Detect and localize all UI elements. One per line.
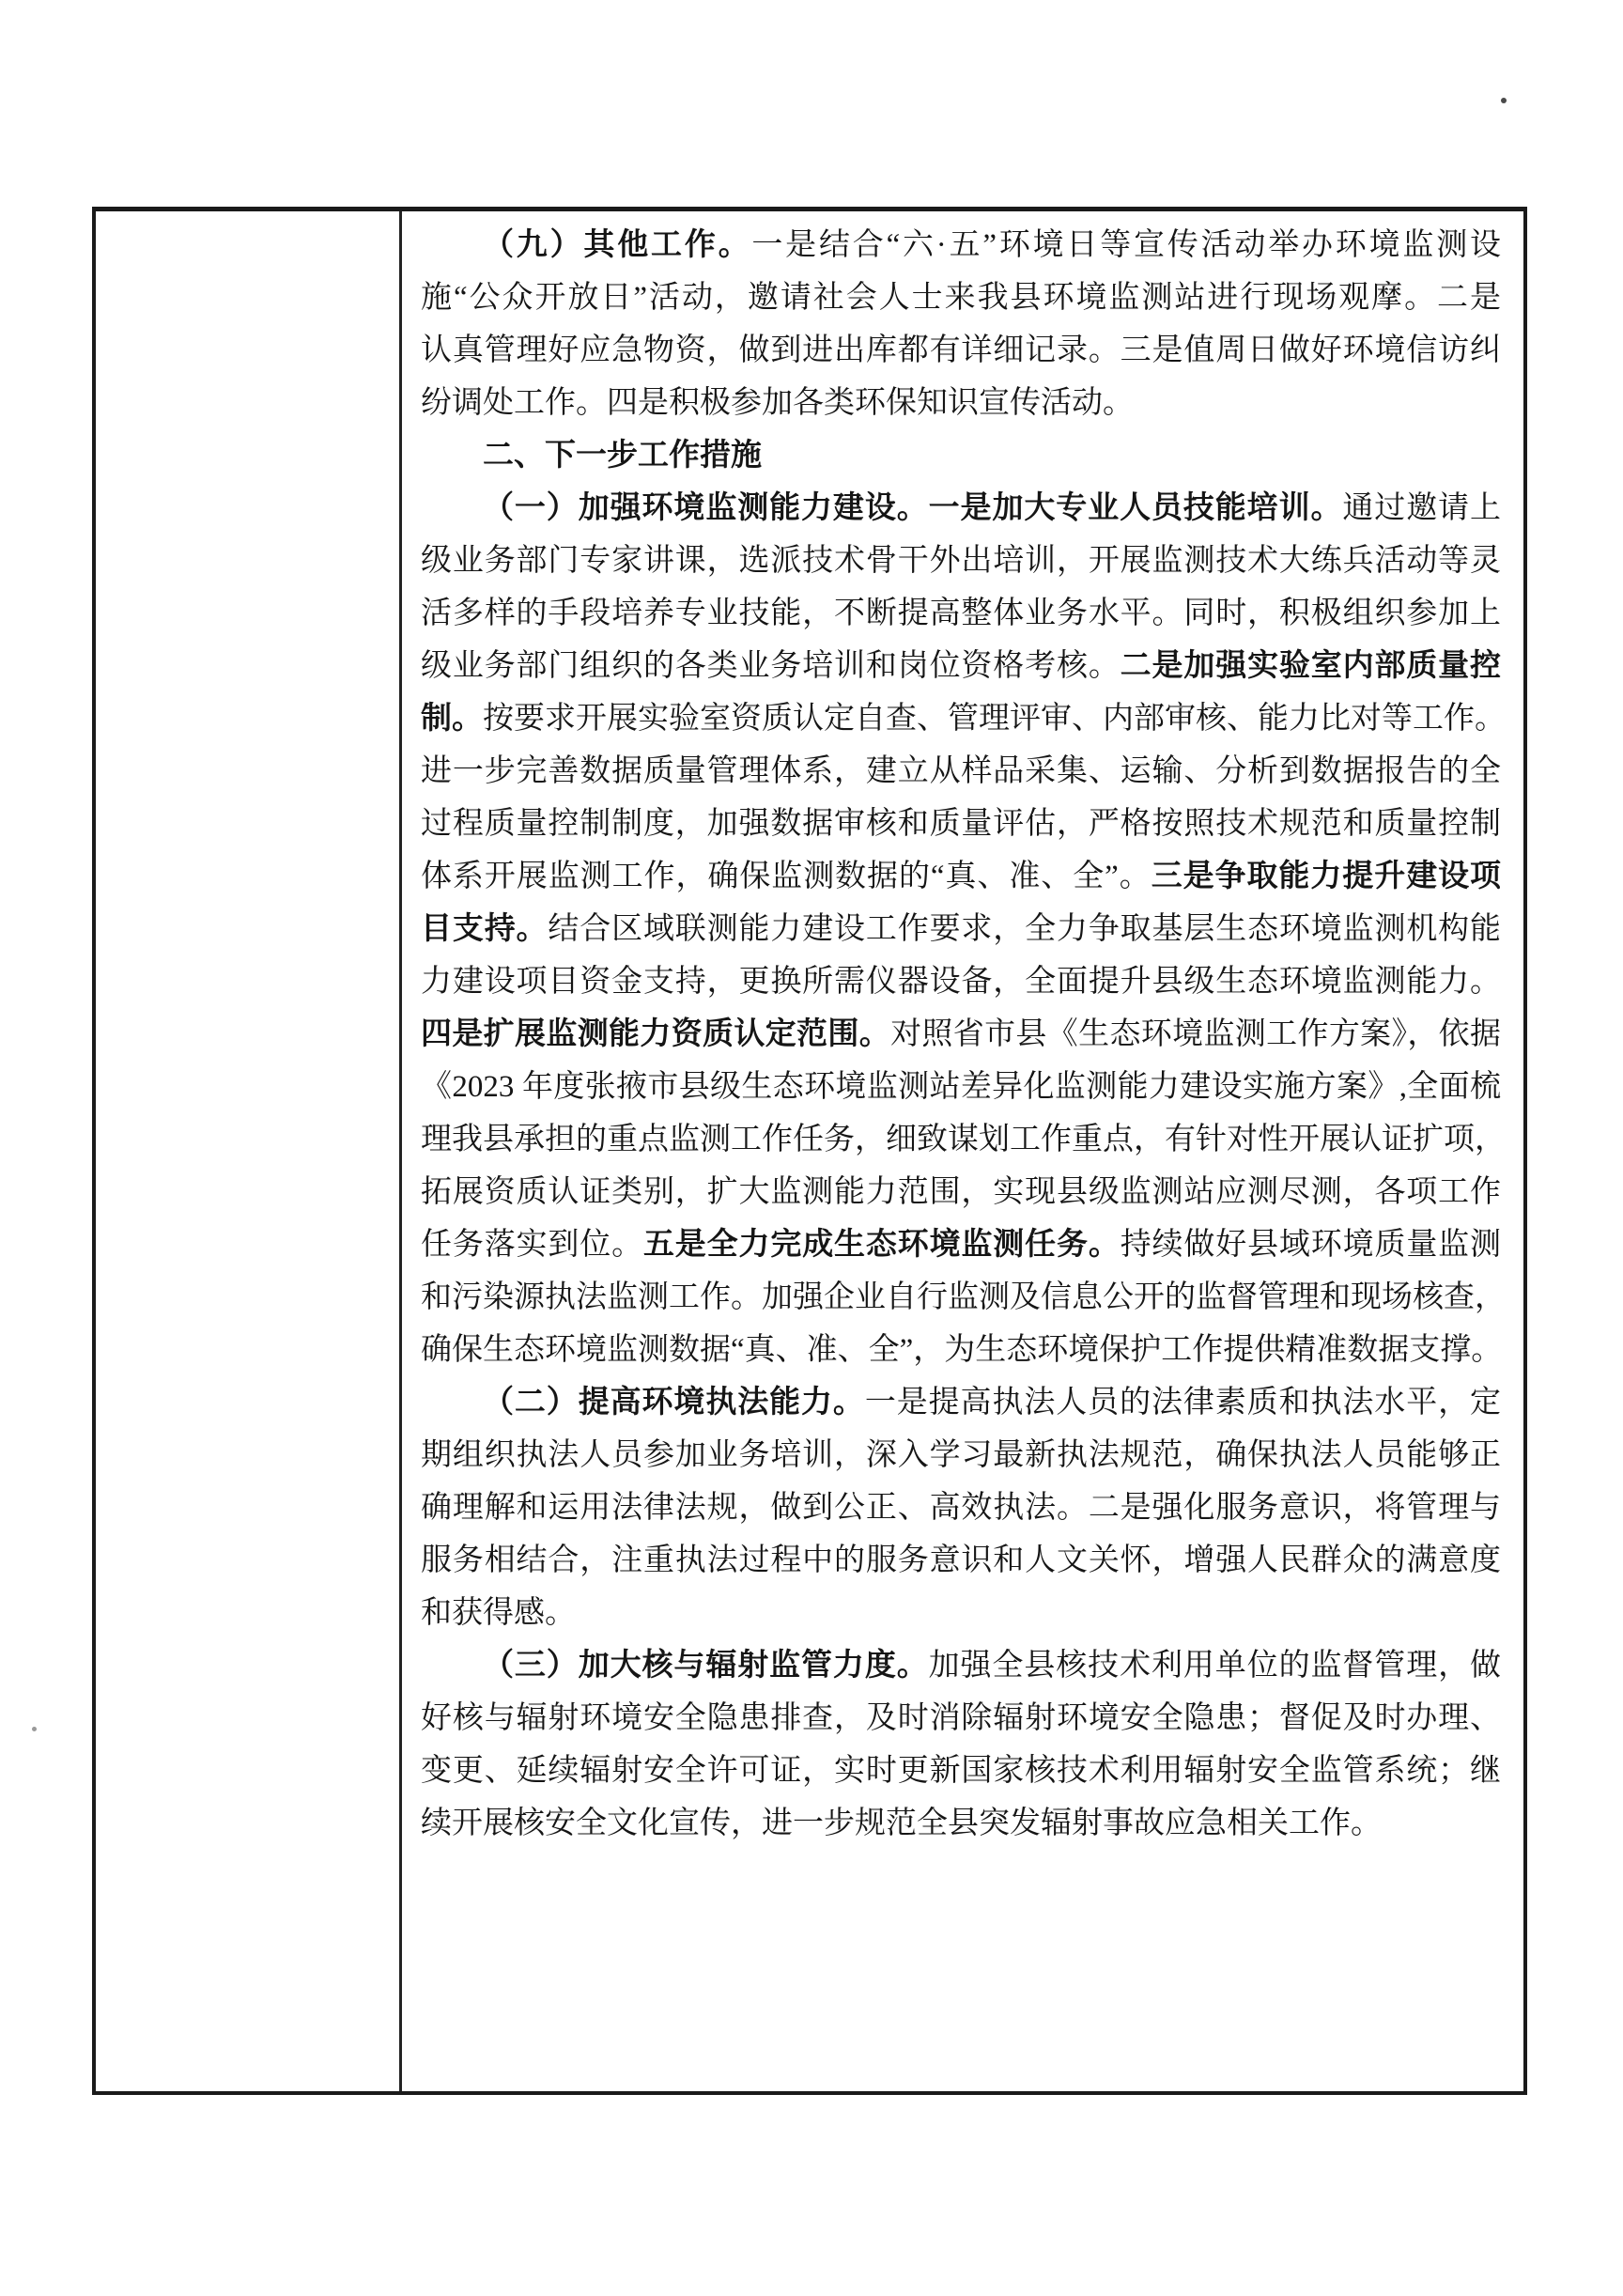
content-column xyxy=(402,211,1523,2091)
text-line xyxy=(421,1218,1501,1271)
text-run: 拓展资质认证类别，扩大监测能力范围，实现县级监测站应测尽测，各项工作 xyxy=(421,1175,1501,1209)
text-run: 活多样的手段培养专业技能，不断提高整体业务水平。同时，积极组织参加上 xyxy=(421,597,1501,630)
text-line xyxy=(421,324,1501,377)
text-run: 理我县承担的重点监测工作任务，细致谋划工作重点，有针对性开展认证扩项， xyxy=(421,1123,1506,1156)
text-line xyxy=(421,1061,1501,1113)
bold-run: 制。 xyxy=(421,702,483,736)
text-run: 期组织执法人员参加业务培训，深入学习最新执法规范，确保执法人员能够正 xyxy=(421,1438,1501,1472)
bold-run: （九）其他工作。 xyxy=(483,228,752,262)
bold-run: 二是加强实验室内部质量控 xyxy=(1120,649,1502,683)
text-line xyxy=(421,1166,1501,1218)
text-line xyxy=(421,1797,1501,1850)
text-run: 进一步完善数据质量管理体系，建立从样品采集、运输、分析到数据报告的全 xyxy=(421,754,1501,788)
text-run: 《2023 年度张掖市县级生态环境监测站差异化监测能力建设实施方案》,全面梳 xyxy=(421,1070,1501,1104)
text-line xyxy=(421,271,1501,324)
text-run: 好核与辐射环境安全隐患排查，及时消除辐射环境安全隐患；督促及时办理、 xyxy=(421,1701,1501,1735)
text-run: 任务落实到位。 xyxy=(421,1228,643,1262)
report-text xyxy=(421,219,1506,1850)
text-line xyxy=(421,1271,1506,1324)
text-run: 和污染源执法监测工作。加强企业自行监测及信息公开的监督管理和现场核查， xyxy=(421,1280,1506,1314)
text-run: 确保生态环境监测数据“真、准、全”，为生态环境保护工作提供精准数据支撑。 xyxy=(421,1333,1503,1367)
text-line xyxy=(421,903,1501,955)
text-line xyxy=(421,1429,1501,1482)
bold-run: 五是全力完成生态环境监测任务。 xyxy=(642,1228,1121,1262)
text-run: 持续做好县域环境质量监测 xyxy=(1120,1228,1502,1262)
text-run: 认真管理好应急物资，做到进出库都有详细记录。三是值周日做好环境信访纠 xyxy=(421,334,1501,367)
text-line xyxy=(421,429,1501,482)
text-run: 施“公众开放日”活动，邀请社会人士来我县环境监测站进行现场观摩。二是 xyxy=(421,281,1501,315)
scan-speck xyxy=(1501,98,1507,103)
text-line xyxy=(421,955,1501,1008)
scan-speck xyxy=(32,1727,37,1731)
report-table xyxy=(92,207,1527,2095)
text-run: 纷调处工作。四是积极参加各类环保知识宣传活动。 xyxy=(421,386,1134,420)
text-run: 过程质量控制制度，加强数据审核和质量评估，严格按照技术规范和质量控制 xyxy=(421,807,1501,841)
text-line xyxy=(421,1482,1501,1534)
text-run: 力建设项目资金支持，更换所需仪器设备，全面提升县级生态环境监测能力。 xyxy=(421,965,1501,999)
text-line xyxy=(421,1587,1501,1639)
text-line xyxy=(421,1692,1501,1745)
text-line xyxy=(421,1324,1501,1376)
bold-run: （一）加强环境监测能力建设。一是加大专业人员技能培训。 xyxy=(483,491,1343,525)
text-run: 通过邀请上 xyxy=(1342,491,1502,525)
text-run: 和获得感。 xyxy=(421,1596,576,1630)
text-run: 续开展核安全文化宣传，进一步规范全县突发辐射事故应急相关工作。 xyxy=(421,1807,1382,1840)
text-line xyxy=(421,535,1501,587)
text-run: 一是结合“六·五”环境日等宣传活动举办环境监测设 xyxy=(751,228,1501,262)
text-run: 级业务部门专家讲课，选派技术骨干外出培训，开展监测技术大练兵活动等灵 xyxy=(421,544,1501,578)
text-run: 对照省市县《生态环境监测工作方案》，依据 xyxy=(890,1017,1502,1051)
text-run: 确理解和运用法律法规，做到公正、高效执法。二是强化服务意识，将管理与 xyxy=(421,1491,1501,1525)
text-run: 一是提高执法人员的法律素质和执法水平，定 xyxy=(864,1386,1502,1419)
text-line xyxy=(421,745,1501,798)
text-line xyxy=(421,587,1501,640)
text-run: 变更、延续辐射安全许可证，实时更新国家核技术利用辐射安全监管系统；继 xyxy=(421,1754,1501,1788)
text-line xyxy=(421,1376,1501,1429)
text-run: 结合区域联测能力建设工作要求，全力争取基层生态环境监测机构能 xyxy=(548,912,1502,946)
text-line xyxy=(421,798,1501,850)
text-run: 级业务部门组织的各类业务培训和岗位资格考核。 xyxy=(421,649,1121,683)
bold-run: 二、下一步工作措施 xyxy=(483,439,762,473)
text-line xyxy=(421,1639,1501,1692)
text-line xyxy=(421,1008,1501,1061)
text-run: 服务相结合，注重执法过程中的服务意识和人文关怀，增强人民群众的满意度 xyxy=(421,1544,1501,1577)
text-run: 加强全县核技术利用单位的监督管理，做 xyxy=(928,1649,1502,1683)
text-line xyxy=(421,219,1501,271)
label-column xyxy=(96,211,402,2091)
text-line xyxy=(421,640,1501,692)
text-line xyxy=(421,482,1501,535)
bold-run: 目支持。 xyxy=(421,912,549,946)
text-line xyxy=(421,1113,1506,1166)
text-line xyxy=(421,377,1501,429)
bold-run: （二）提高环境执法能力。 xyxy=(483,1386,865,1419)
bold-run: （三）加大核与辐射监管力度。 xyxy=(483,1649,929,1683)
text-run: 按要求开展实验室资质认定自查、管理评审、内部审核、能力比对等工作。 xyxy=(483,702,1506,736)
text-run: 体系开展监测工作，确保监测数据的“真、准、全”。 xyxy=(421,860,1152,893)
bold-run: 四是扩展监测能力资质认定范围。 xyxy=(421,1017,891,1051)
text-line xyxy=(421,1745,1501,1797)
text-line xyxy=(421,1534,1501,1587)
text-line xyxy=(421,850,1501,903)
bold-run: 三是争取能力提升建设项 xyxy=(1151,860,1502,893)
text-line xyxy=(421,692,1506,745)
